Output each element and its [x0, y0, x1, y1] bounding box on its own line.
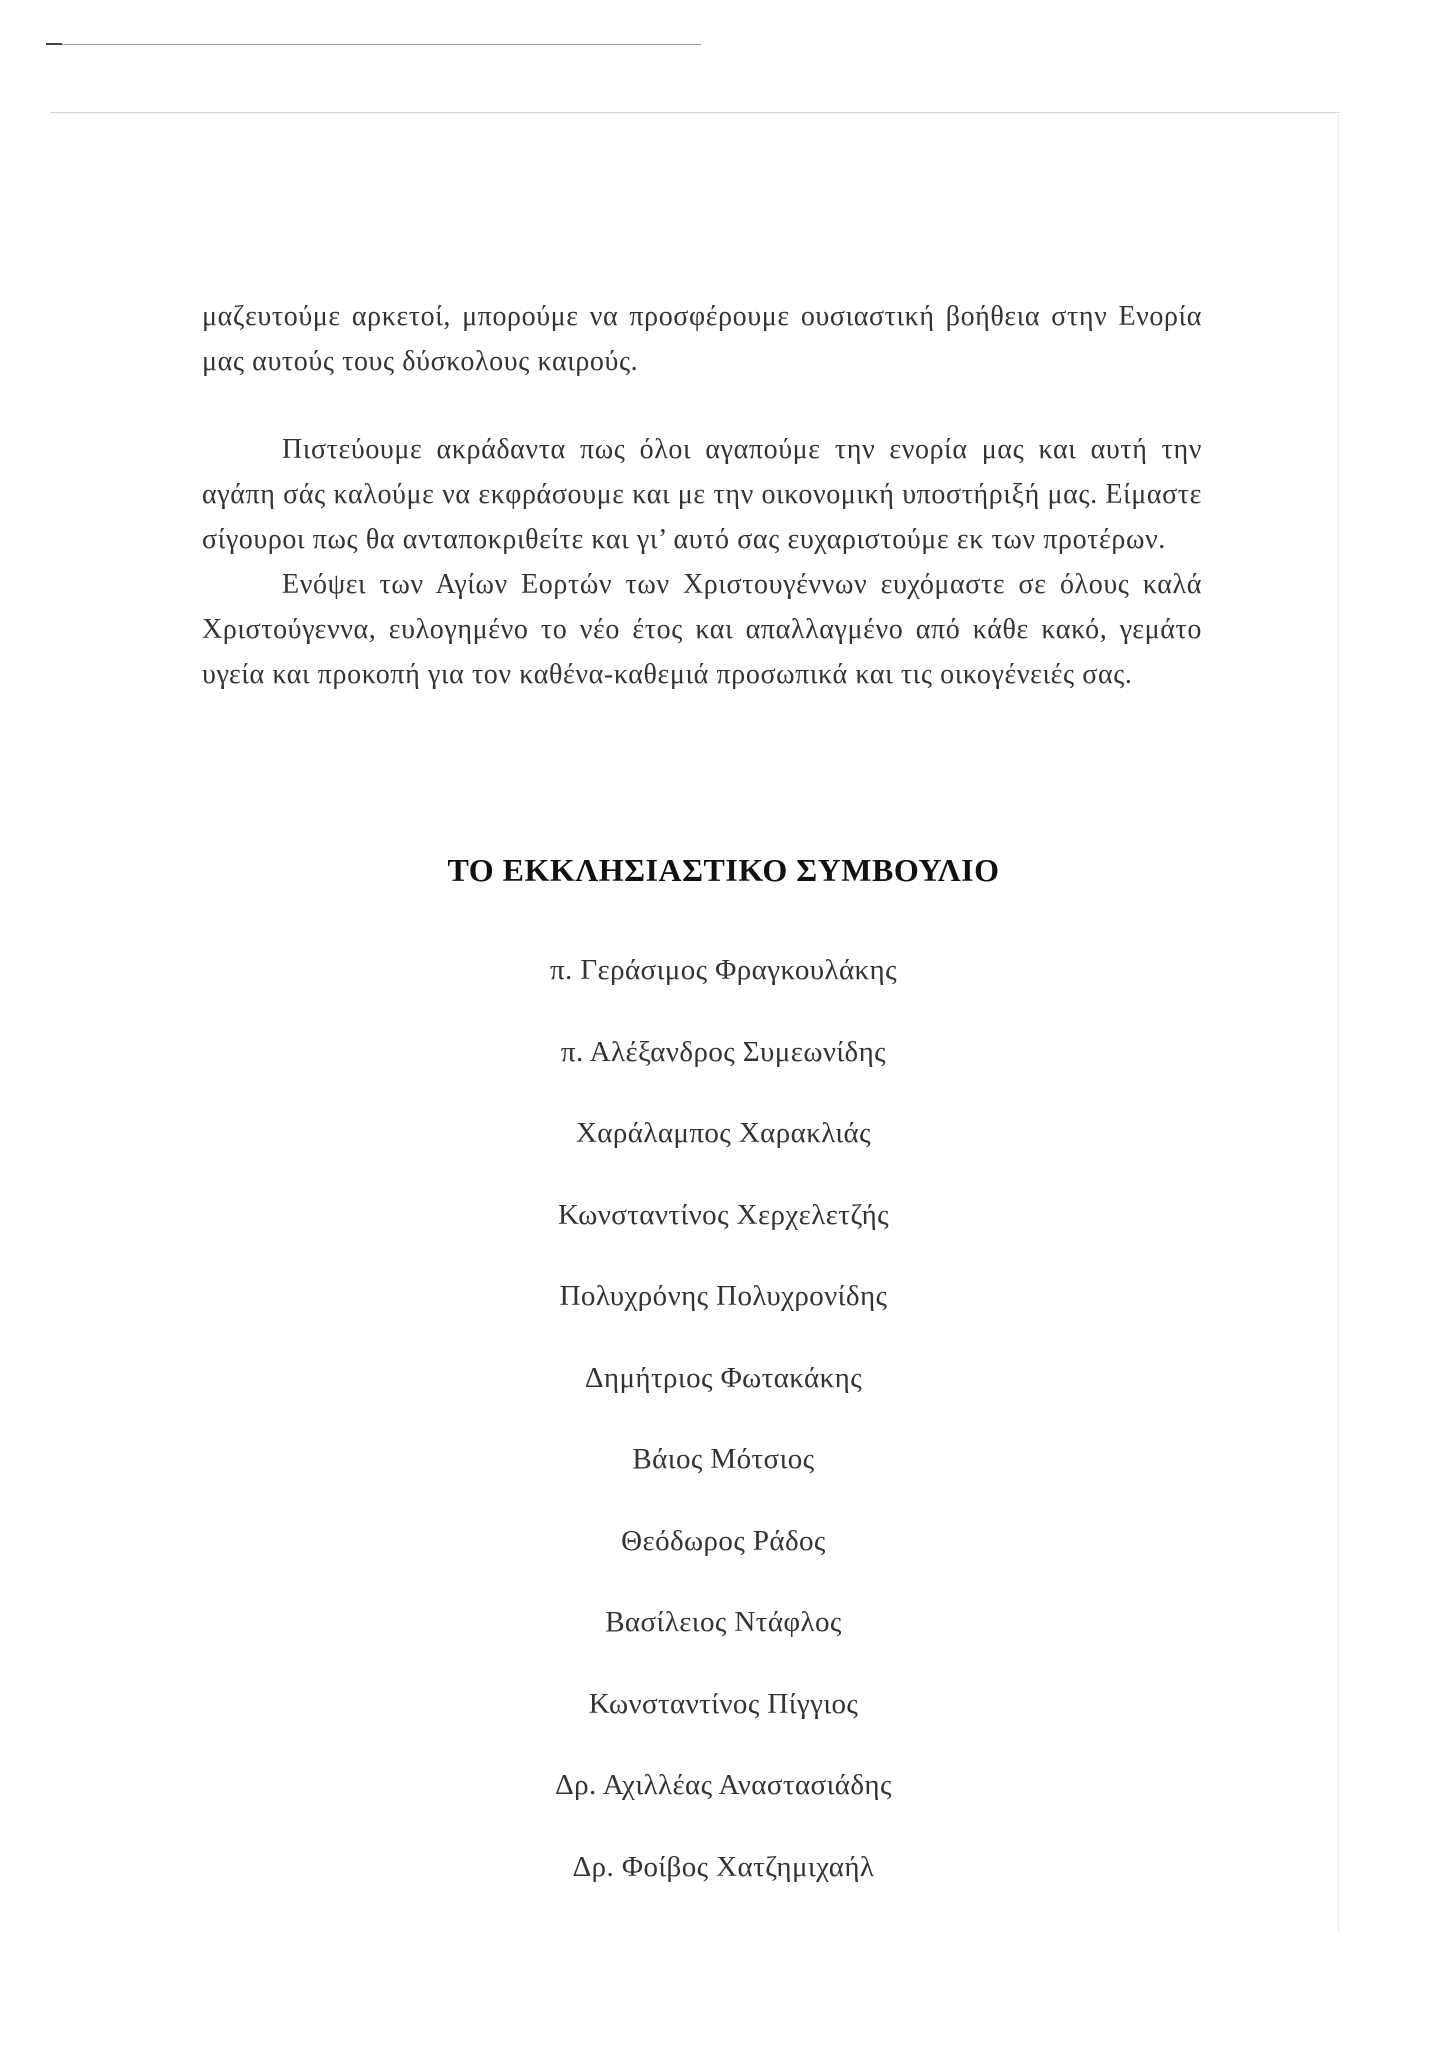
page-top-border: [50, 112, 1340, 113]
council-member: Πολυχρόνης Πολυχρονίδης: [559, 1280, 888, 1312]
letter-body: [202, 294, 1202, 697]
letter-paragraph-1: μαζευτούμε αρκετοί, μπορούμε να προσφέρουμε ουσιαστική βοήθεια στην Ενορία μας αυτούς τους δύσκολους καιρούς.: [202, 301, 1202, 377]
council-member: Βάιος Μότσιος: [632, 1443, 815, 1475]
council-member: Κωνσταντίνος Πίγγιος: [588, 1687, 859, 1720]
scan-edge-line-top: [46, 44, 701, 45]
council-member: Δρ. Αχιλλέας Αναστασιάδης: [555, 1769, 892, 1801]
council-member: Δρ. Φοίβος Χατζημιχαήλ: [572, 1850, 875, 1883]
council-member: π. Γεράσιμος Φραγκουλάκης: [550, 954, 897, 986]
council-member: Χαράλαμπος Χαρακλιάς: [575, 1117, 872, 1149]
council-member: π. Αλέξανδρος Συμεωνίδης: [560, 1035, 887, 1068]
council-member: Θεόδωρος Ράδος: [621, 1524, 826, 1557]
council-member-list: [0, 950, 1447, 1928]
council-member: Κωνσταντίνος Χερχελετζής: [557, 1198, 890, 1231]
council-member: Βασίλειος Ντάφλος: [605, 1606, 842, 1638]
council-title: ΤΟ ΕΚΚΛΗΣΙΑΣΤΙΚΟ ΣΥΜΒΟΥΛΙΟ: [447, 852, 1000, 888]
letter-paragraph-3: Ενόψει των Αγίων Εορτών των Χριστουγέννων ευχόμαστε σε όλους καλά Χριστούγεννα, ευλογημένο το νέο έτος και απαλλαγμένο από κάθε κακό, γεμάτο υγεία και προκοπή για τον καθένα-καθεμιά προσωπικά και τις οικογένειές σας.: [202, 569, 1202, 690]
council-member: Δημήτριος Φωτακάκης: [584, 1361, 863, 1394]
letter-paragraph-2: Πιστεύουμε ακράδαντα πως όλοι αγαπούμε την ενορία μας και αυτή την αγάπη σάς καλούμε να εκφράσουμε και με την οικονομική υποστήριξή μας. Είμαστε σίγουροι πως θα ανταποκριθείτε και γι’ αυτό σας ευχαριστούμε εκ των προτέρων.: [202, 434, 1202, 555]
